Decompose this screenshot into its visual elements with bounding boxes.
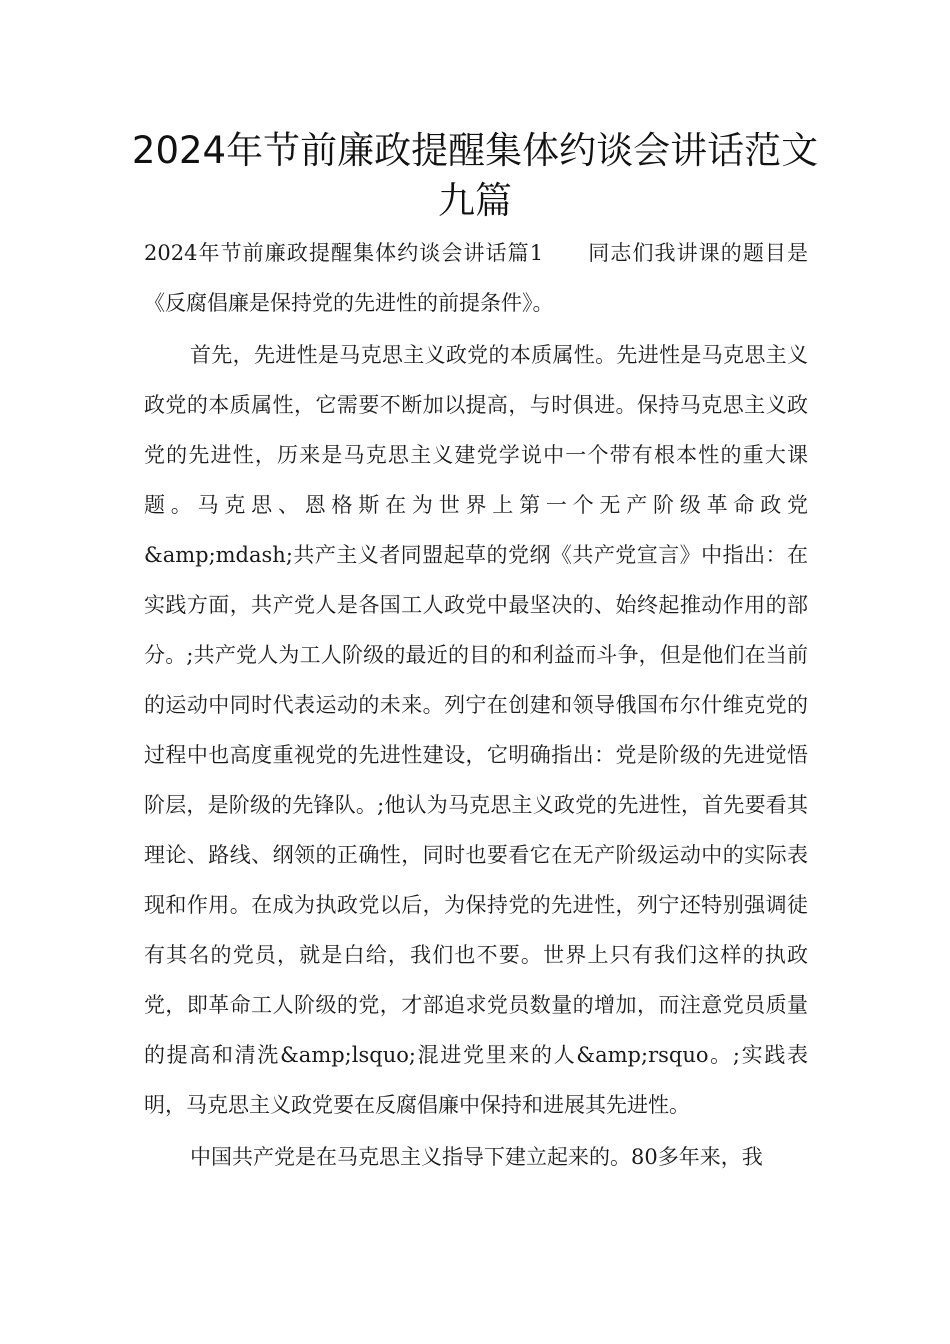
document-title: 2024年节前廉政提醒集体约谈会讲话范文九篇 xyxy=(131,129,819,222)
body-paragraph-2: 中国共产党是在马克思主义指导下建立起来的。80多年来，我 xyxy=(190,1145,763,1169)
intro-paragraph: 2024年节前廉政提醒集体约谈会讲话篇1 同志们我讲课的题目是《反腐倡廉是保持党的先进性的前提条件》。 xyxy=(144,241,808,315)
body-paragraph-1: 首先，先进性是马克思主义政党的本质属性。先进性是马克思主义政党的本质属性，它需要不断加以提高，与时俱进。保持马克思主义政党的先进性，历来是马克思主义建党学说中一个带有根本性的重大课题。马克思、恩格斯在为世界上第一个无产阶级革命政党&amp;mdash;共产主义者同盟起草的党纲《共产党宣言》中指出：在实践方面，共产党人是各国工人政党中最坚决的、始终起推动作用的部分。;共产党人为工人阶级的最近的目的和利益而斗争，但是他们在当前的运动中同时代表运动的未来。列宁在创建和领导俄国布尔什维克党的过程中也高度重视党的先进性建设，它明确指出：党是阶级的先进觉悟阶层，是阶级的先锋队。;他认为马克思主义政党的先进性，首先要看其理论、路线、纲领的正确性，同时也要看它在无产阶级运动中的实际表现和作用。在成为执政党以后，为保持党的先进性，列宁还特别强调徒有其名的党员，就是白给，我们也不要。世界上只有我们这样的执政党，即革命工人阶级的党，才部追求党员数量的增加，而注意党员质量的提高和清洗&amp;lsquo;混进党里来的人&amp;rsquo。;实践表明，马克思主义政党要在反腐倡廉中保持和进展其先进性。 xyxy=(144,343,808,1117)
document-body xyxy=(144,228,808,1182)
